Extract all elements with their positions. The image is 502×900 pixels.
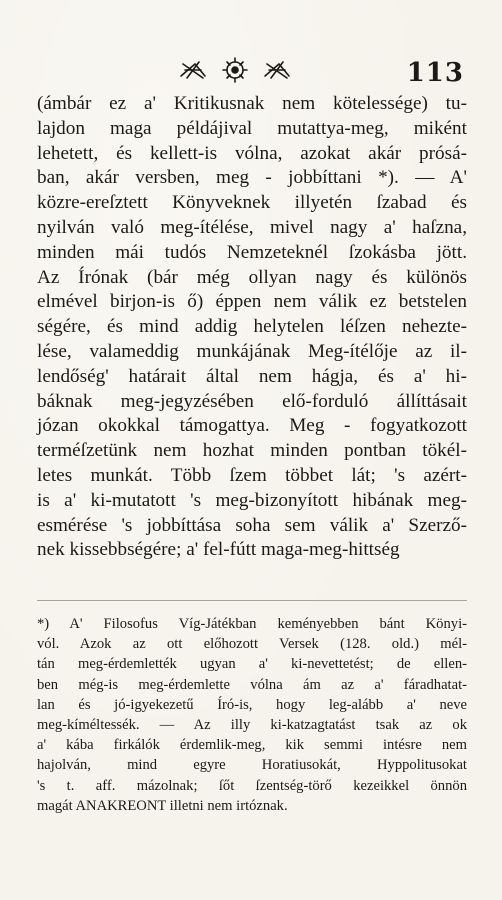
text-line: is a' ki-mutatott 's meg-bizonyított hibának meg-	[37, 489, 467, 511]
text-line: lajdon maga példájival mutattya-meg, miként	[37, 117, 467, 139]
footnote-line: *) A' Filosofus Víg-Játékban keményebben bánt Könyi-	[37, 616, 467, 632]
footnote-line: 's t. aff. mázolnak; ſőt ſzentség-törő kezeikkel önnön	[37, 777, 467, 794]
text-line: lehetett, és kellett-is vólna, azokat akár prósá-	[37, 142, 467, 164]
text-line: nek kissebbségére; a' fel-fútt maga-meg-hittség	[37, 539, 400, 561]
page-header	[0, 52, 502, 92]
text-line: minden mái tudós Nemzeteknél ſzokásba jött.	[37, 241, 467, 263]
text-line: esmérése 's jobbíttása soha sem válik a' Szerző-	[37, 514, 467, 536]
page-number: 113	[406, 58, 464, 88]
footnote	[37, 614, 467, 816]
footnote-line: meg-kíméltessék. — Az illy ki-katzagtatást tsak az ok	[37, 716, 467, 733]
body-paragraph	[37, 92, 467, 563]
footnote-line: ben még-is meg-érdemlette vólna ám az a' fáradhatat-	[37, 676, 467, 693]
text-line: letes munkát. Több ſzem többet lát; 's azért-	[37, 464, 467, 486]
text-line: lése, valameddig munkájának Meg-ítélője az il-	[37, 340, 467, 362]
text-line: közre-ereſztett Könyveknek illyetén ſzabad és	[37, 192, 467, 214]
text-line: lendőség' határait által nem hágja, és a' hi-	[37, 365, 467, 387]
text-line: terméſzetünk nem hozhat minden pontban tökél-	[37, 440, 467, 462]
header-ornament-icon	[175, 56, 295, 84]
footnote-line: lan és jó-igyekezetű Író-is, hogy leg-alább a' neve	[37, 696, 467, 713]
text-line: báknak meg-jegyzésében elő-forduló állíttásait	[37, 390, 467, 412]
text-line: ban, akár versben, meg - jobbíttani *). — A'	[37, 167, 467, 189]
footnote-divider	[37, 600, 467, 601]
text-line: (ámbár ez a' Kritikusnak nem kötelessége) tu-	[37, 93, 467, 114]
footnote-line: hajolván, mind egyre Horatiusokát, Hyppolitusokat	[37, 757, 467, 774]
text-line: Az Írónak (bár még ollyan nagy és különös	[37, 266, 467, 288]
text-line: ségére, és mind addig helytelen léſzen nehezte-	[37, 316, 467, 338]
footnote-line: magát ANAKREONT illetni nem irtóznak.	[37, 797, 288, 814]
text-line: elmével birjon-is ő) éppen nem válik ez betstelen	[37, 291, 467, 313]
footnote-line: tán meg-érdemlették ugyan a' ki-nevettetést; de ellen-	[37, 656, 467, 673]
footnote-line: a' kába firkálók érdemlik-meg, kik semmi intésre nem	[37, 737, 467, 754]
text-line: józan okokkal támogattya. Meg - fogyatkozott	[37, 415, 467, 437]
text-line: nyilván való meg-ítélése, mivel nagy a' haſzna,	[37, 216, 467, 238]
footnote-line: vól. Azok az ott előhozott Versek (128. old.) mél-	[37, 636, 467, 653]
